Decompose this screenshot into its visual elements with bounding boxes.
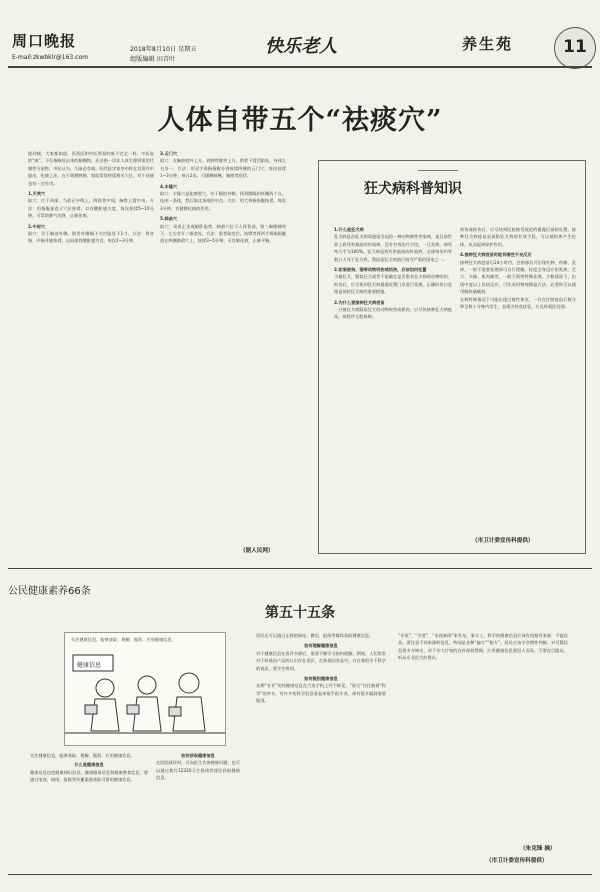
section-heading: 什么是健康信息 [74,762,104,768]
rabies-title: 狂犬病科普知识 [364,181,462,197]
health-literacy-title: 公民健康素养66条 [8,586,91,597]
section-body: 在医院就诊时，可向医生咨询健康问题；也可以通过拨打12320卫生热线等途径获取健康信息。 [156,760,240,781]
section-body: 咬伤或抓伤后，应尽快到医院接受规范的暴露后预防处置。接种狂犬病疫苗是预防狂犬病的有效手段，可以使机体产生抗体，从而起到保护作用。 [460,227,576,247]
rabies-source: （市卫计委宣传科提供） [472,538,534,544]
main-headline: 人体自带五个“祛痰穴” [157,105,443,136]
literacy-source: （市卫计委宣传科提供） [486,858,548,864]
section-title: 快乐老人 [265,36,337,57]
section-body: 居民还可以通过正规的网站、微信、报纸等媒体获取健康信息。 [256,633,374,638]
page-number-badge: 11 [554,27,596,69]
section-body: 取穴：丰隆穴是化痰要穴，位于腿的外侧，找到膝眼和外踝两个点，连成一条线，然后取这条线的中点。方法：用大拇指指腹按揉，每次3分钟，有健脾化痰的作用。 [160,191,286,211]
section-body: 取穴：位于颈部，当前正中线上，两锁骨中间，胸骨上窝中央。方法：用指腹垂直于穴位按揉，以有酸胀感为度，每次按揉5~10分钟。可帮助肺气宣降，止咳化痰。 [28,198,154,219]
date-line: 2018年8月10日 星期五 [130,46,197,53]
section-body: 关注健康信息，能够获取、理解、甄别、应用健康信息。 [30,753,135,758]
section-body: 对于健康信息在看评多源后，需要不断学习如何理解。例如，人们常常对于转基因产品的认识存在误区，在转基因食品中，存在着很多不科学的说法，要学会辨别。 [256,650,386,671]
contact-email: E-mail:zkwbklr@163.com [12,54,88,61]
section-heading: 4.丰隆穴 [160,183,178,189]
section-heading: 4.接种狂犬病疫苗时能有哪些不良反应 [460,252,532,258]
section-body: 接种狂犬病疫苗后24小时内，注射部位可出现红肿、疼痛、发痒，一般不需要处理即可自行缓解。轻度全身反应如发热、乏力、头痛、肌肉痛等，一般不需要特殊处理。少数情况下，出现中度以上发热反应，可先采用物理降温方法，必要时可以使用解热镇痛剂。 [460,259,576,295]
literacy-right-column [398,632,568,838]
section-body: 一旦被狂犬或疑似狂犬的动物咬伤或抓伤，应尽快接种狂犬病疫苗，按程序全程接种。 [334,307,452,320]
section-body: 取穴：在胸前壁外上方，肩胛骨喙突上方，锁骨下窝凹陷处，身体左右各一。方法：用双手拇指指腹分别按揉两侧的云门穴，每次按揉1~3分钟，每日2次。可缓解咳嗽、咳痰等症状。 [160,158,286,179]
article-number-title: 第五十五条 [265,605,335,621]
footer-rule [8,874,592,875]
section-heading: 1.什么是狂犬病 [334,227,364,232]
rabies-column-2 [460,226,576,526]
column-title: 养生苑 [462,35,514,53]
paper-logo: 周口晚报 [12,32,77,50]
cartoon-sign: 健康信息 [77,662,102,669]
editor-line: 组版编辑 田青叶 [130,56,176,63]
section-heading: 5.肺俞穴 [160,216,178,222]
literacy-author: （朱克锋 摘） [520,846,556,852]
header-rule [8,66,592,68]
section-heading: 3.为什么要接种狂犬病疫苗 [334,299,385,305]
acupoint-column-1 [28,150,154,542]
section-body: 当被狂犬、疑似狂犬或者不能确定是否患有狂犬病的动物咬伤、抓伤后，应尽快到狂犬病暴露处置门诊进行处理。正确的伤口处理是预防狂犬病的重要措施。 [334,274,452,295]
section-body: 在极特殊情况下可能出现过敏性休克，一旦在注射疫苗后数分钟至数十分钟内发生，表现为休克症状，应及时就医处理。 [460,296,576,310]
section-heading: 如何甄别健康信息 [304,676,338,682]
section-body: 取穴：位于胸部外侧，锁骨外侧端下方凹陷处下1寸。方法：将食指、中指并拢按揉，以局部有酸胀感为宜，每次2~3分钟。 [28,231,154,244]
cartoon-drawing-icon [65,633,225,745]
intro-paragraph: 提到痰，大家都知道，但西医和中医所说的痰不完全一样。中医说的“痰”，不仅指咳吐出来的黏稠物，还泛指一切非人体生理所需的代谢性分泌物。中医认为，久咳必有痰。明代医学家李中梓在其著作中提出，化痰之法，在于调理脾肺，如能常常按揉相关穴位，对于祛痰也有一定作用。 [28,151,154,186]
section-heading: 2.如果被狗、猫等动物咬伤或抓伤，应该如何处置 [334,267,427,273]
section-body: “专家”、“学者”、“电视新闻”来发布，事实上，科学的健康信息应该有依据有来源，不能盲从。要注意不同来源的信息，特别是各种“偏方”“秘方”。居民应该学会理性判断，对可疑信息要多方核实，对于夸大疗效的宣传保持警惕，应用健康信息要因人而异，不要盲目跟从，听从专业医生的建议。 [398,633,568,661]
section-divider [8,568,592,569]
section-heading: 2.中府穴 [28,223,46,229]
section-heading: 3.云门穴 [160,151,178,156]
literacy-left-column [30,752,148,867]
health-cartoon [64,632,226,746]
section-heading: 如何理解健康信息 [304,643,338,649]
section-body: 长期“专业”的伪健康信息在大家手机上并不鲜见，“谣言”往往披着“科学”的外衣，有许多伪科学信息看起来似乎很专业，却有很多漏洞需要甄别。 [256,683,386,704]
section-body: 取穴：采用正坐或俯卧姿势，肺俞穴位于人体背部，第三胸椎棘突下，左右旁开二指宽处。方法：患者取坐位，按摩者将两手拇指指腹放在两侧肺俞穴上，按揉3~5分钟，可宣肺化痰，止咳平喘。 [160,223,286,244]
literacy-mid-column [156,752,240,867]
section-heading: 如何获取健康信息 [181,753,215,758]
title-ornament [418,170,458,177]
cartoon-caption: 关注健康信息，能够获取、理解、甄别、应用健康信息。 [71,637,176,642]
literacy-center-column [256,632,386,868]
main-article-source: （据人民网） [240,548,274,554]
section-body: 狂犬病是由狂犬病毒感染引起的一种动物源性传染病，是目前世界上病死率最高的传染病，没有有效治疗手段，一旦发病，病死率几乎为100%。狂犬病是致死率最高的传染病，全球每年约有数万人死于狂犬病，我国是狂犬病流行较为严重的国家之一。 [334,234,452,262]
acupoint-column-2 [160,150,286,542]
rabies-column-1 [334,226,452,546]
section-heading: 1.天突穴 [28,191,46,197]
section-body: 健康信息包括健康知识信息、健康服务信息和健康教育信息。要通过电视、网络、报纸等传播渠道获取可靠的健康信息。 [30,769,148,783]
